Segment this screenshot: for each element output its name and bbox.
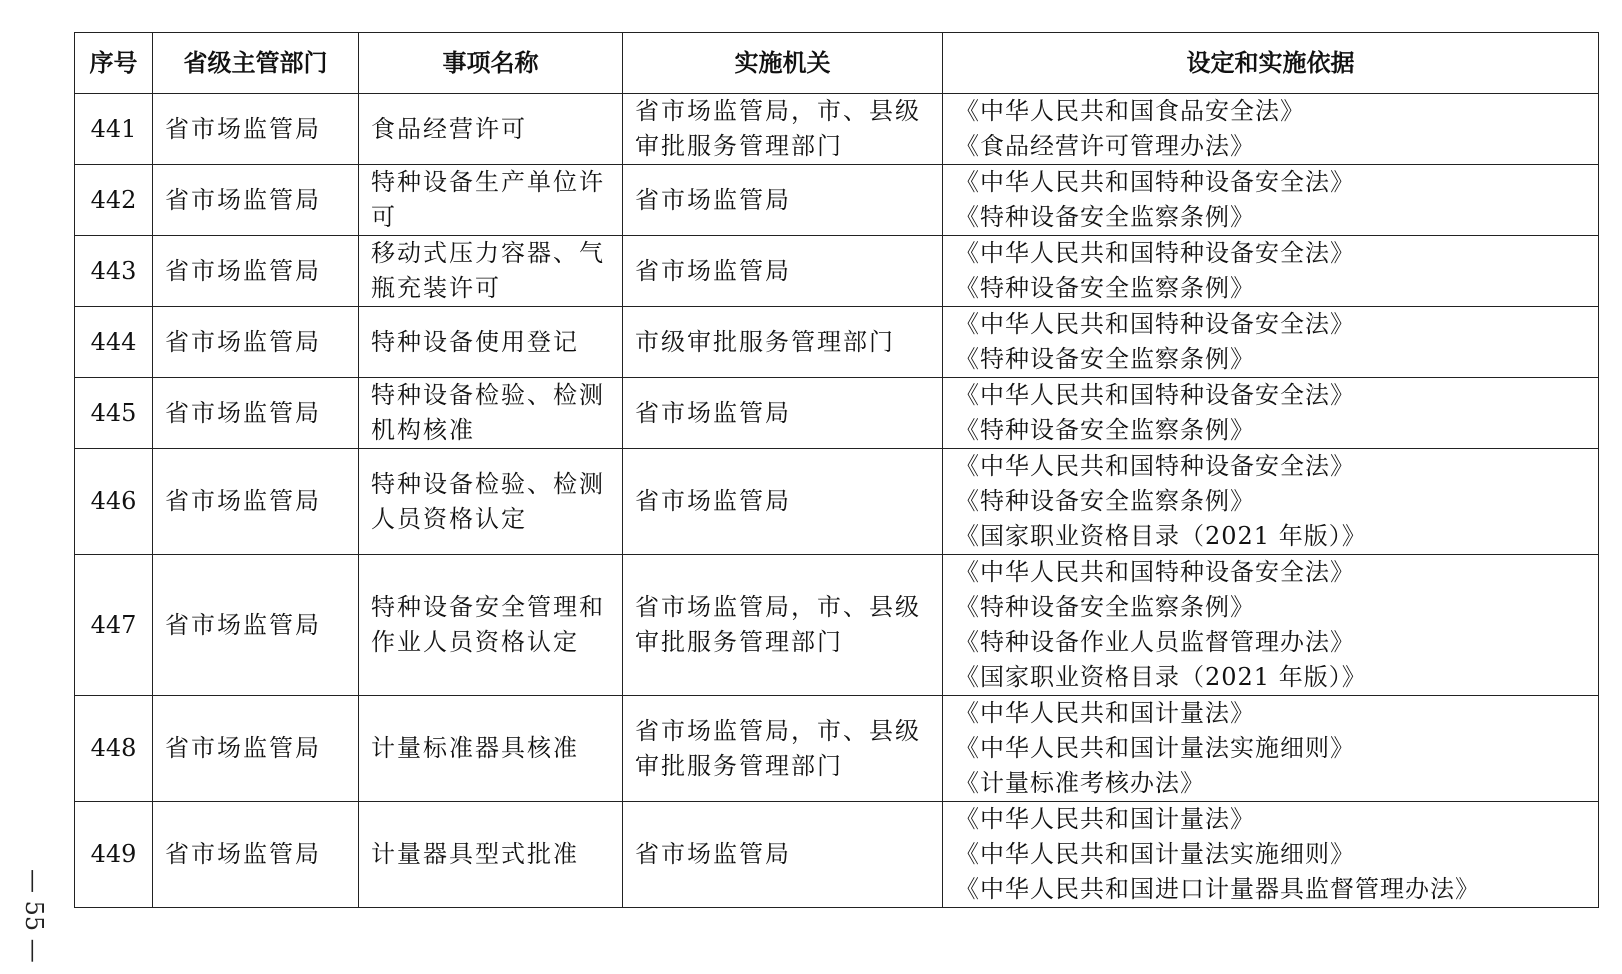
table-header-row bbox=[75, 33, 1599, 94]
item-name-cell: 特种设备使用登记 bbox=[359, 307, 623, 378]
serial-number-cell: 448 bbox=[75, 696, 153, 802]
serial-number-cell: 447 bbox=[75, 555, 153, 696]
legal-basis-line: 《食品经营许可管理办法》 bbox=[955, 132, 1255, 160]
legal-basis-cell bbox=[943, 378, 1599, 449]
table-row bbox=[75, 696, 1599, 802]
legal-basis-line: 《中华人民共和国特种设备安全法》 bbox=[955, 452, 1355, 480]
department-cell: 省市场监管局 bbox=[153, 94, 359, 165]
header-legal-basis: 设定和实施依据 bbox=[943, 33, 1599, 94]
header-provincial-department: 省级主管部门 bbox=[153, 33, 359, 94]
table-row bbox=[75, 307, 1599, 378]
header-implementing-agency: 实施机关 bbox=[623, 33, 943, 94]
legal-basis-cell bbox=[943, 696, 1599, 802]
serial-number-cell: 445 bbox=[75, 378, 153, 449]
department-cell: 省市场监管局 bbox=[153, 696, 359, 802]
table-row bbox=[75, 378, 1599, 449]
agency-cell: 省市场监管局，市、县级审批服务管理部门 bbox=[623, 696, 943, 802]
agency-cell: 省市场监管局 bbox=[623, 802, 943, 908]
item-name-cell: 食品经营许可 bbox=[359, 94, 623, 165]
department-cell: 省市场监管局 bbox=[153, 165, 359, 236]
table-row bbox=[75, 165, 1599, 236]
department-cell: 省市场监管局 bbox=[153, 449, 359, 555]
item-name-cell: 移动式压力容器、气瓶充装许可 bbox=[359, 236, 623, 307]
serial-number-cell: 444 bbox=[75, 307, 153, 378]
legal-basis-line: 《中华人民共和国进口计量器具监督管理办法》 bbox=[955, 875, 1480, 903]
agency-cell: 市级审批服务管理部门 bbox=[623, 307, 943, 378]
legal-basis-cell bbox=[943, 802, 1599, 908]
table-row bbox=[75, 449, 1599, 555]
legal-basis-cell bbox=[943, 555, 1599, 696]
serial-number-cell: 443 bbox=[75, 236, 153, 307]
legal-basis-line: 《中华人民共和国特种设备安全法》 bbox=[955, 239, 1355, 267]
legal-basis-line: 《特种设备安全监察条例》 bbox=[955, 416, 1255, 444]
legal-basis-line: 《中华人民共和国计量法》 bbox=[955, 805, 1255, 833]
legal-basis-line: 《中华人民共和国食品安全法》 bbox=[955, 97, 1305, 125]
table-row bbox=[75, 94, 1599, 165]
agency-cell: 省市场监管局 bbox=[623, 378, 943, 449]
legal-basis-line: 《国家职业资格目录（2021 年版）》 bbox=[955, 663, 1367, 691]
item-name-cell: 特种设备生产单位许可 bbox=[359, 165, 623, 236]
agency-cell: 省市场监管局，市、县级审批服务管理部门 bbox=[623, 555, 943, 696]
legal-basis-line: 《计量标准考核办法》 bbox=[955, 769, 1205, 797]
item-name-cell: 特种设备检验、检测机构核准 bbox=[359, 378, 623, 449]
serial-number-cell: 442 bbox=[75, 165, 153, 236]
legal-basis-cell bbox=[943, 307, 1599, 378]
department-cell: 省市场监管局 bbox=[153, 236, 359, 307]
department-cell: 省市场监管局 bbox=[153, 307, 359, 378]
agency-cell: 省市场监管局 bbox=[623, 236, 943, 307]
legal-basis-cell bbox=[943, 236, 1599, 307]
serial-number-cell: 441 bbox=[75, 94, 153, 165]
legal-basis-line: 《特种设备安全监察条例》 bbox=[955, 345, 1255, 373]
agency-cell: 省市场监管局 bbox=[623, 165, 943, 236]
header-item-name: 事项名称 bbox=[359, 33, 623, 94]
department-cell: 省市场监管局 bbox=[153, 378, 359, 449]
serial-number-cell: 446 bbox=[75, 449, 153, 555]
legal-basis-line: 《特种设备安全监察条例》 bbox=[955, 593, 1255, 621]
legal-basis-line: 《中华人民共和国特种设备安全法》 bbox=[955, 381, 1355, 409]
legal-basis-line: 《特种设备安全监察条例》 bbox=[955, 274, 1255, 302]
item-name-cell: 特种设备安全管理和作业人员资格认定 bbox=[359, 555, 623, 696]
agency-cell: 省市场监管局 bbox=[623, 449, 943, 555]
legal-basis-cell bbox=[943, 449, 1599, 555]
legal-basis-line: 《特种设备安全监察条例》 bbox=[955, 487, 1255, 515]
item-name-cell: 特种设备检验、检测人员资格认定 bbox=[359, 449, 623, 555]
legal-basis-line: 《国家职业资格目录（2021 年版）》 bbox=[955, 522, 1367, 550]
item-name-cell: 计量器具型式批准 bbox=[359, 802, 623, 908]
page-number: — 55 — bbox=[20, 869, 48, 963]
legal-basis-line: 《特种设备安全监察条例》 bbox=[955, 203, 1255, 231]
legal-basis-line: 《中华人民共和国特种设备安全法》 bbox=[955, 168, 1355, 196]
legal-basis-cell bbox=[943, 94, 1599, 165]
agency-cell: 省市场监管局，市、县级审批服务管理部门 bbox=[623, 94, 943, 165]
item-name-cell: 计量标准器具核准 bbox=[359, 696, 623, 802]
legal-basis-line: 《中华人民共和国特种设备安全法》 bbox=[955, 558, 1355, 586]
department-cell: 省市场监管局 bbox=[153, 555, 359, 696]
legal-basis-line: 《中华人民共和国计量法实施细则》 bbox=[955, 734, 1355, 762]
serial-number-cell: 449 bbox=[75, 802, 153, 908]
table-row bbox=[75, 555, 1599, 696]
table-row bbox=[75, 236, 1599, 307]
legal-basis-line: 《中华人民共和国计量法实施细则》 bbox=[955, 840, 1355, 868]
header-serial-number: 序号 bbox=[75, 33, 153, 94]
legal-basis-line: 《特种设备作业人员监督管理办法》 bbox=[955, 628, 1355, 656]
approval-items-table bbox=[74, 32, 1599, 908]
legal-basis-line: 《中华人民共和国特种设备安全法》 bbox=[955, 310, 1355, 338]
legal-basis-line: 《中华人民共和国计量法》 bbox=[955, 699, 1255, 727]
legal-basis-cell bbox=[943, 165, 1599, 236]
department-cell: 省市场监管局 bbox=[153, 802, 359, 908]
table-row bbox=[75, 802, 1599, 908]
